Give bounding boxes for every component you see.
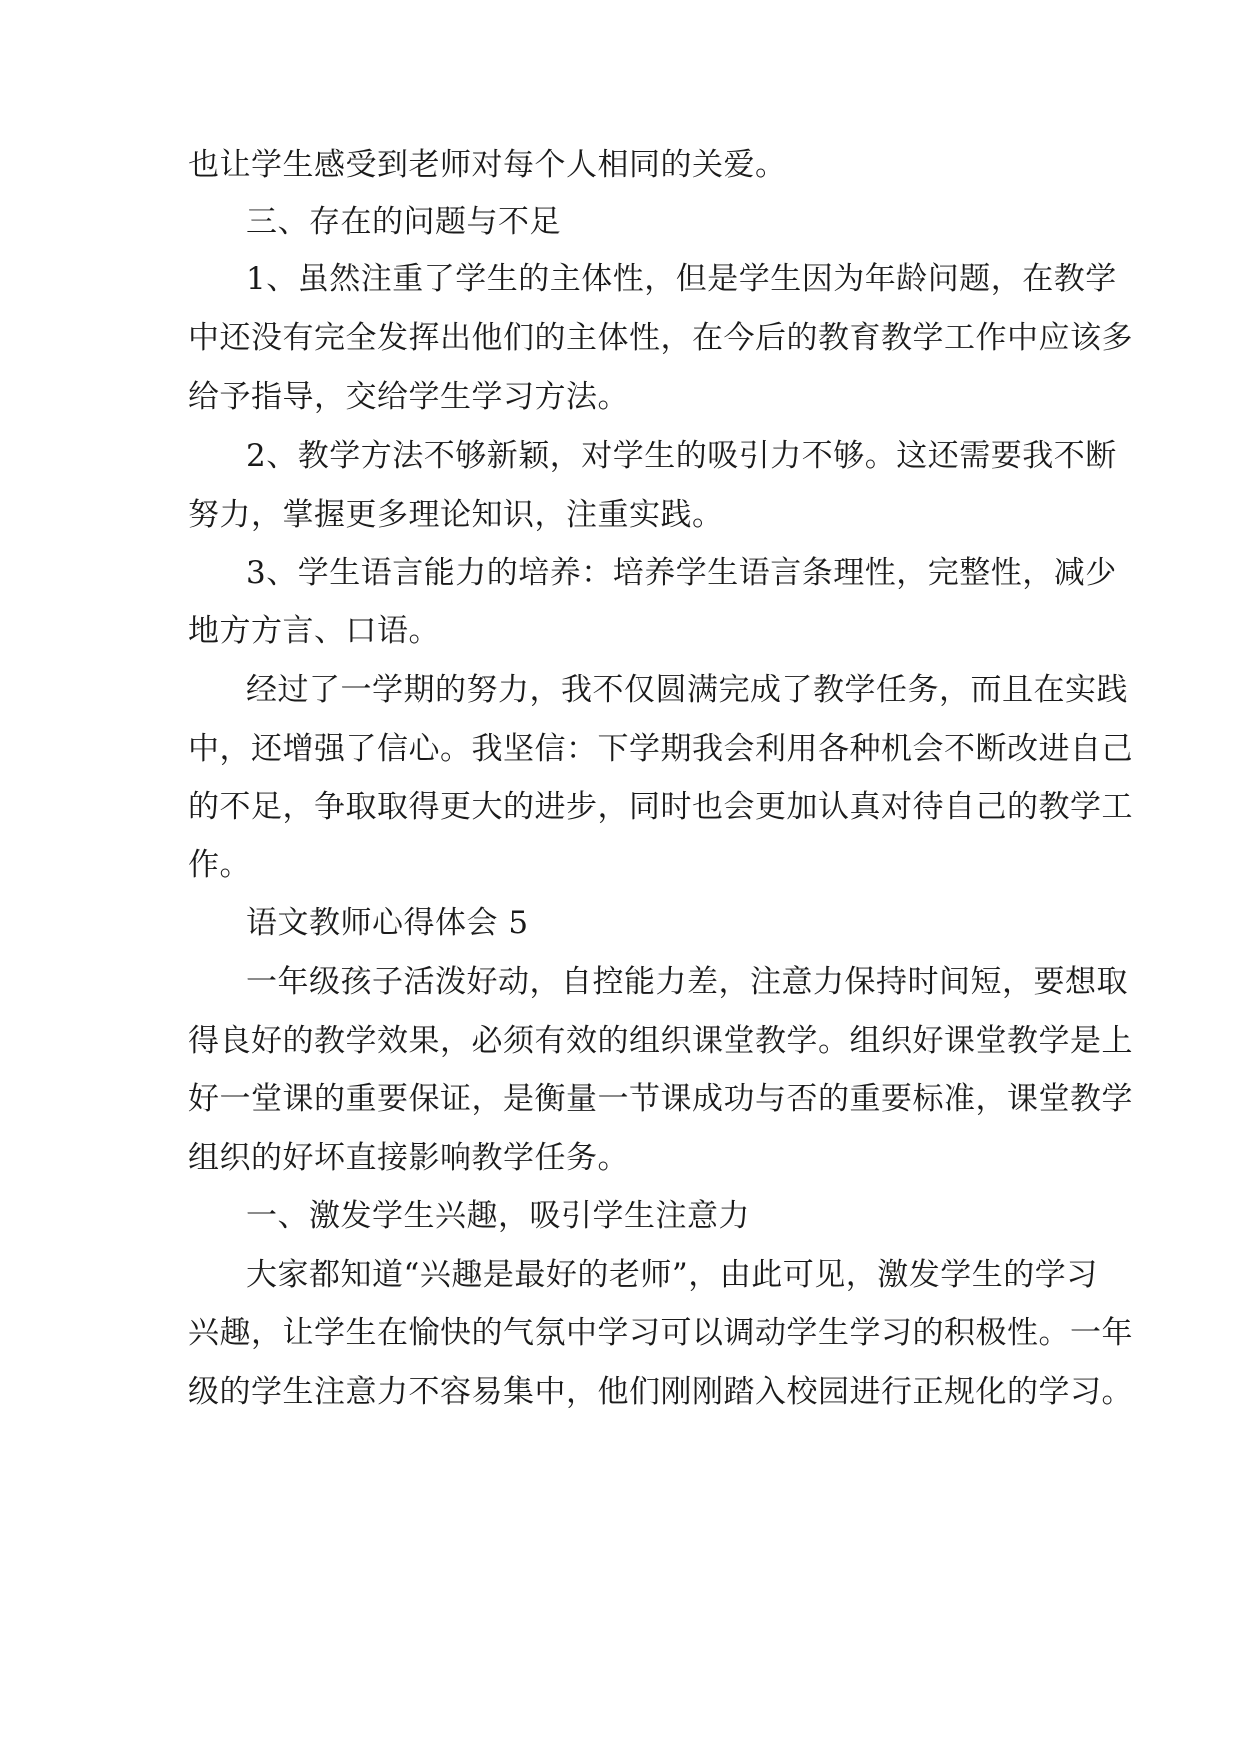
text-line: 1、虽然注重了学生的主体性，但是学生因为年龄问题，在教学 <box>246 261 1117 297</box>
text-line: 好一堂课的重要保证，是衡量一节课成功与否的重要标准，课堂教学 <box>188 1081 1133 1117</box>
text-line: 给予指导，交给学生学习方法。 <box>188 379 629 415</box>
section-heading: 一、激发学生兴趣，吸引学生注意力 <box>246 1198 750 1234</box>
text-line: 2、教学方法不够新颖，对学生的吸引力不够。这还需要我不断 <box>246 438 1117 474</box>
text-line: 地方方言、口语。 <box>188 613 440 649</box>
text-line: 大家都知道“兴趣是最好的老师”，由此可见，激发学生的学习 <box>246 1257 1098 1293</box>
text-line: 中还没有完全发挥出他们的主体性，在今后的教育教学工作中应该多 <box>188 320 1133 356</box>
text-line: 得良好的教学效果，必须有效的组织课堂教学。组织好课堂教学是上 <box>188 1023 1133 1059</box>
text-line: 3、学生语言能力的培养：培养学生语言条理性，完整性，减少 <box>246 555 1117 591</box>
text-line: 努力，掌握更多理论知识，注重实践。 <box>188 497 724 533</box>
section-title: 语文教师心得体会 5 <box>246 905 529 941</box>
text-line: 兴趣，让学生在愉快的气氛中学习可以调动学生学习的积极性。一年 <box>188 1315 1133 1351</box>
text-line: 一年级孩子活泼好动，自控能力差，注意力保持时间短，要想取 <box>246 964 1128 1000</box>
text-line: 组织的好坏直接影响教学任务。 <box>188 1140 629 1176</box>
text-line: 中，还增强了信心。我坚信：下学期我会利用各种机会不断改进自己 <box>188 731 1133 767</box>
text-line: 作。 <box>188 847 251 883</box>
text-line: 级的学生注意力不容易集中，他们刚刚踏入校园进行正规化的学习。 <box>188 1374 1133 1410</box>
section-heading: 三、存在的问题与不足 <box>246 204 561 240</box>
text-line: 也让学生感受到老师对每个人相同的关爱。 <box>188 147 787 183</box>
text-line: 的不足，争取取得更大的进步，同时也会更加认真对待自己的教学工 <box>188 789 1133 825</box>
text-line: 经过了一学期的努力，我不仅圆满完成了教学任务，而且在实践 <box>246 672 1128 708</box>
